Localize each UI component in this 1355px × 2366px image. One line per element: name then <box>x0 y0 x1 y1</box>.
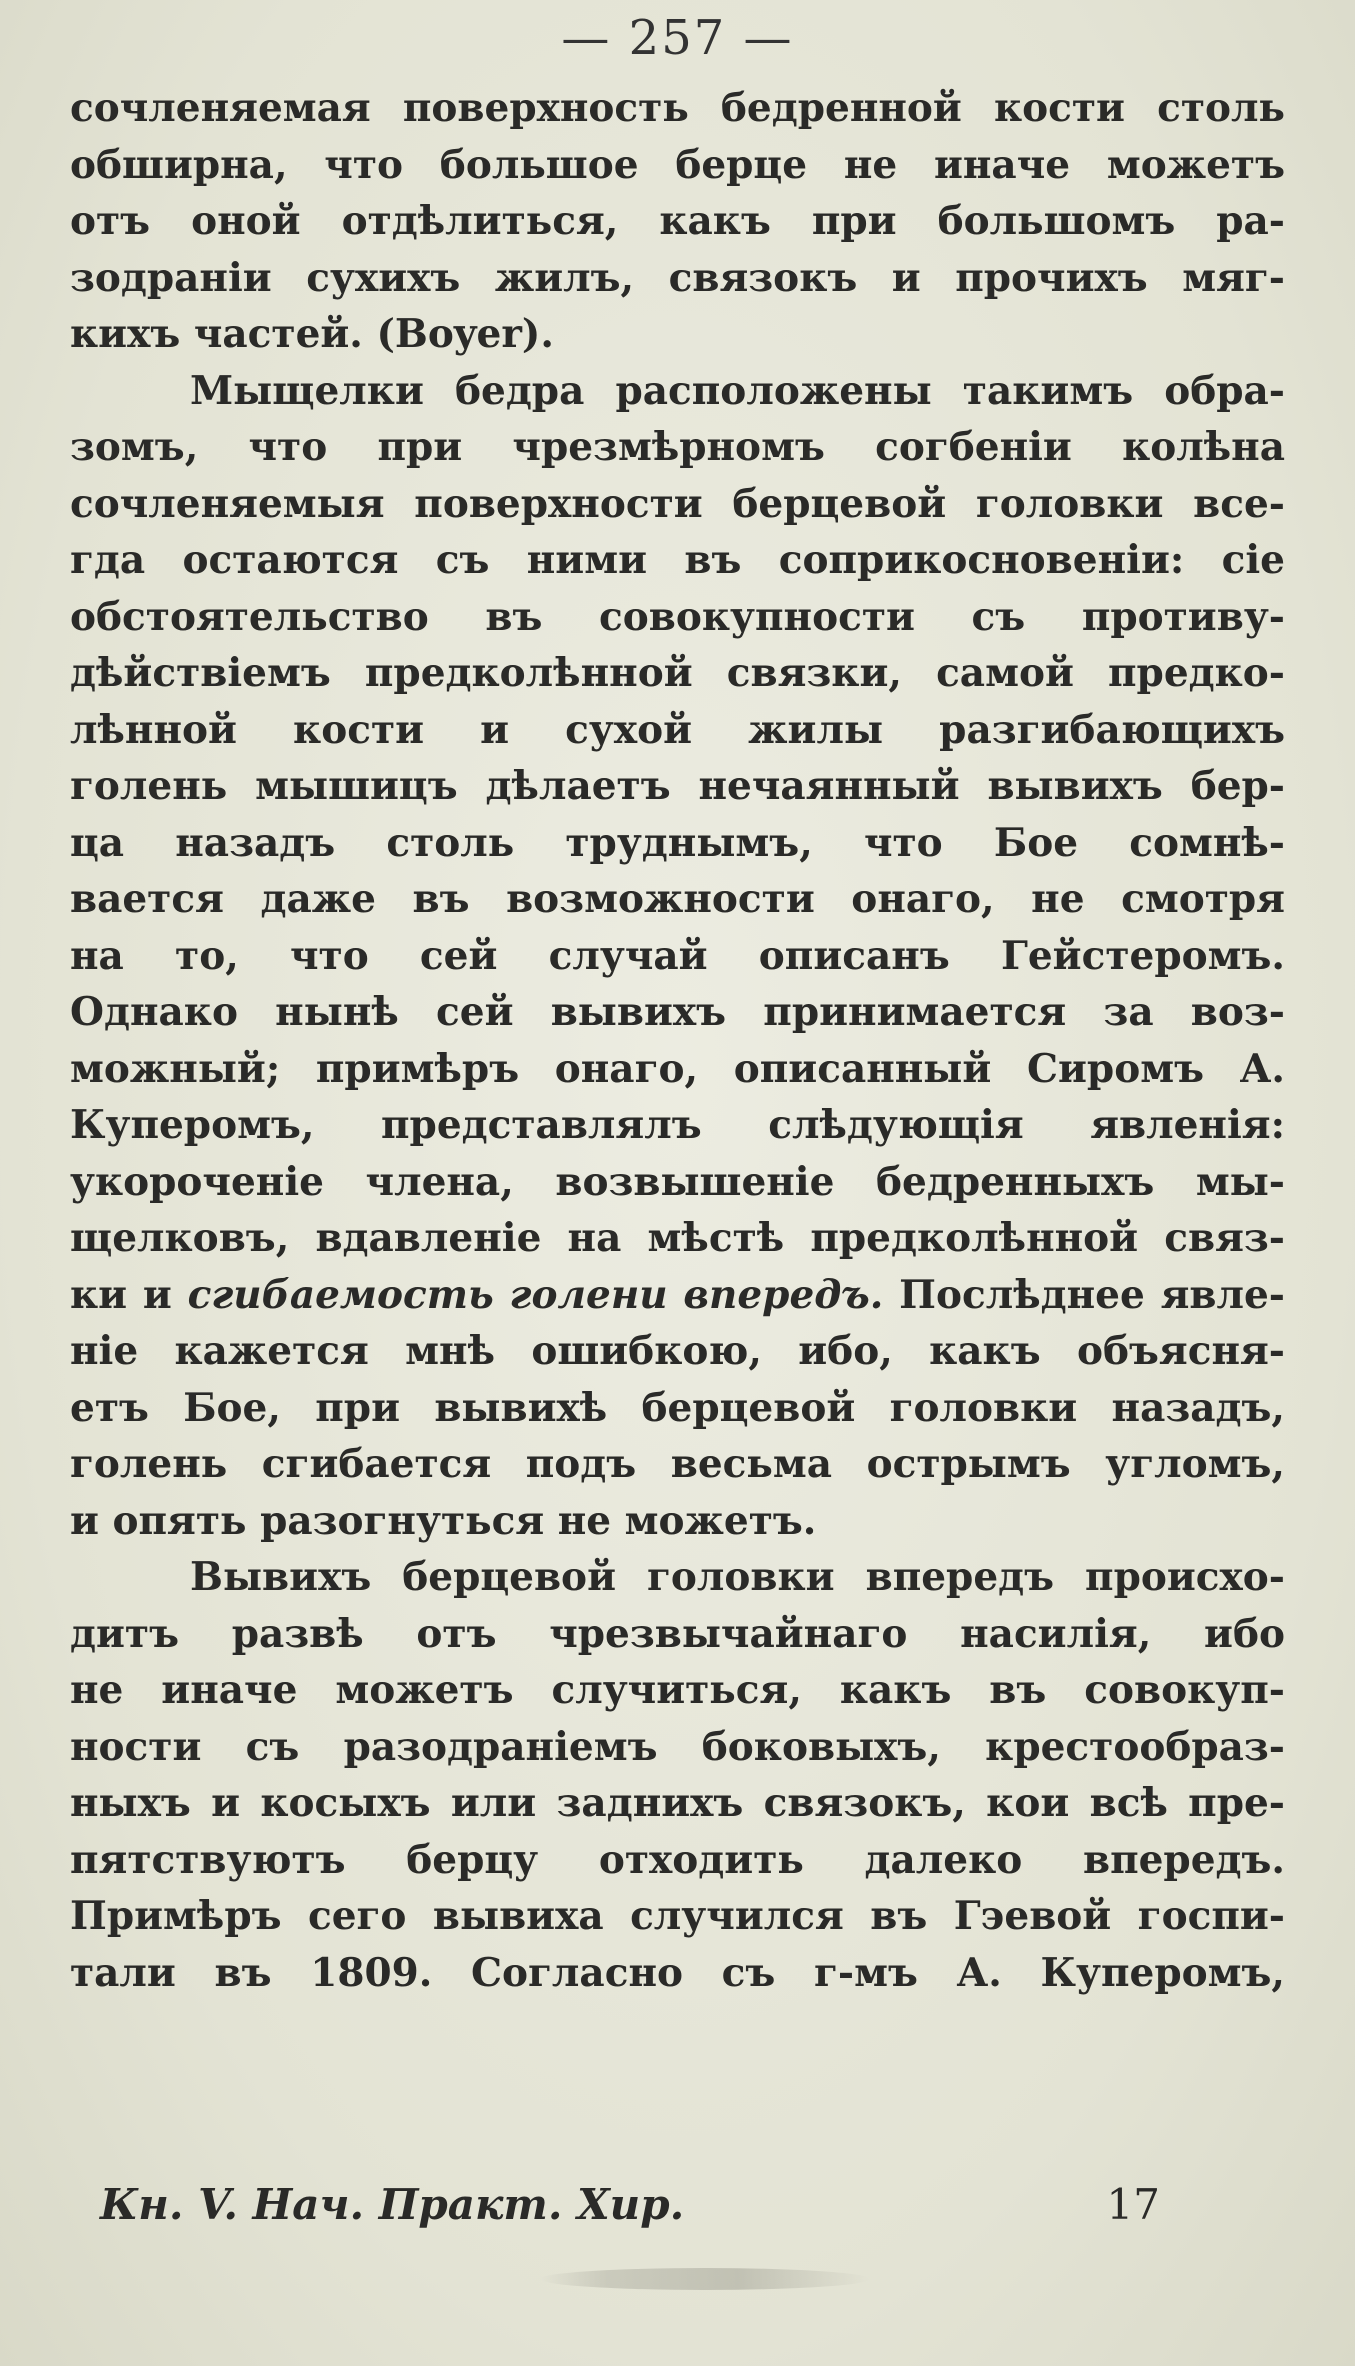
text-line: ности съ разодраніемъ боковыхъ, крестообраз- <box>70 1723 1285 1770</box>
text-line: дѣйствіемъ предколѣнной связки, самой предко- <box>70 650 1285 696</box>
folio-number: 17 <box>1106 2180 1160 2229</box>
text-line: гда остаются съ ними въ соприкосновеніи: сіе <box>70 537 1285 583</box>
text-line: не иначе можетъ случиться, какъ въ совокуп- <box>70 1667 1285 1713</box>
text-line: ца назадъ столь труднымъ, что Бое сомнѣ- <box>70 819 1285 866</box>
text-line: етъ Бое, при вывихѣ берцевой головки назадъ, <box>70 1384 1285 1431</box>
text-line: укороченіе члена, возвышеніе бедренныхъ мы- <box>70 1158 1285 1205</box>
italic-phrase: сгибаемость голени впередъ. <box>187 1271 884 1318</box>
text-line: ныхъ и косыхъ или заднихъ связокъ, кои всѣ пре- <box>70 1780 1285 1826</box>
text-line: вается даже въ возможности онаго, не смотря <box>70 876 1285 922</box>
text-segment: ки и <box>70 1271 172 1318</box>
page-number: — 257 — <box>561 10 794 66</box>
text-line: обширна, что большое берце не иначе можетъ <box>70 141 1285 188</box>
paragraph-start-line: Вывихъ берцевой головки впередъ происхо- <box>190 1554 1285 1600</box>
text-line: дитъ развѣ отъ чрезвычайнаго насилія, ибо <box>70 1610 1285 1657</box>
text-line: голень мышицъ дѣлаетъ нечаянный вывихъ бер- <box>70 763 1285 809</box>
text-line: тали въ 1809. Согласно съ г-мъ А. Куперомъ, <box>70 1949 1285 1996</box>
text-line: зодраніи сухихъ жилъ, связокъ и прочихъ мяг- <box>70 254 1285 301</box>
text-line: зомъ, что при чрезмѣрномъ согбеніи колѣна <box>70 424 1285 470</box>
text-line: можный; примѣръ онаго, описанный Сиромъ А. <box>70 1045 1285 1092</box>
text-line: кихъ частей. (Boyer). <box>70 311 554 357</box>
ink-smudge <box>540 2268 870 2290</box>
text-line-with-italic <box>70 1267 1285 1324</box>
body-text <box>70 80 1285 2001</box>
text-line: на то, что сей случай описанъ Гейстеромъ. <box>70 932 1285 979</box>
text-line: сочленяемыя поверхности берцевой головки все- <box>70 480 1285 527</box>
text-line: щелковъ, вдавленіе на мѣстѣ предколѣнной связ- <box>70 1215 1285 1261</box>
text-line: Примѣръ сего вывиха случился въ Гэевой госпи- <box>70 1893 1285 1939</box>
paragraph-start-line: Мыщелки бедра расположены такимъ обра- <box>190 367 1285 414</box>
text-segment: Послѣднее явле- <box>899 1271 1285 1318</box>
text-line: Куперомъ, представлялъ слѣдующія явленія: <box>70 1102 1285 1148</box>
text-line: отъ оной отдѣлиться, какъ при большомъ ра- <box>70 198 1285 244</box>
text-line: голень сгибается подъ весьма острымъ угломъ, <box>70 1441 1285 1487</box>
text-line: сочленяемая поверхность бедренной кости столь <box>70 85 1285 131</box>
text-line: обстоятельство въ совокупности съ противу- <box>70 593 1285 640</box>
text-line: пятствуютъ берцу отходить далеко впередъ. <box>70 1836 1285 1883</box>
signature-mark: Кн. V. Нач. Практ. Хир. <box>100 2180 685 2229</box>
text-line: ніе кажется мнѣ ошибкою, ибо, какъ объясня- <box>70 1328 1285 1374</box>
text-line: лѣнной кости и сухой жилы разгибающихъ <box>70 706 1285 753</box>
text-line: Однако нынѣ сей вывихъ принимается за воз- <box>70 989 1285 1035</box>
text-line: и опять разогнуться не можетъ. <box>70 1497 817 1544</box>
